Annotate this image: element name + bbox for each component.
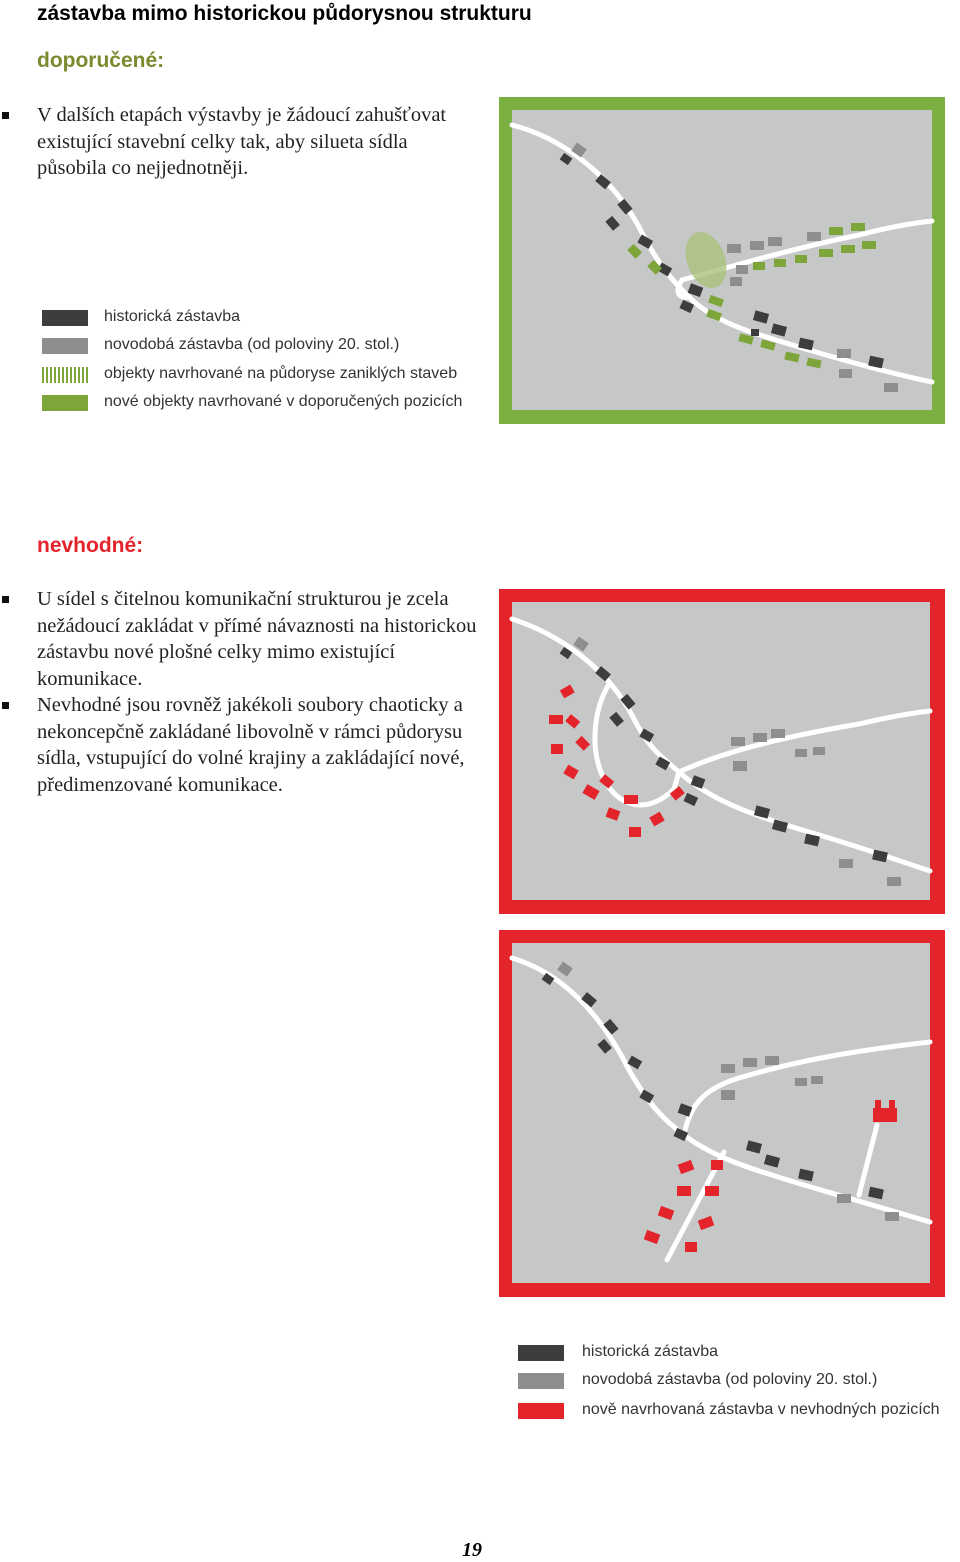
bullet-icon bbox=[2, 596, 9, 603]
legend-swatch bbox=[42, 338, 88, 354]
page-title: zástavba mimo historickou půdorysnou strukturu bbox=[37, 2, 532, 25]
legend-label: novodobá zástavba (od poloviny 20. stol.) bbox=[104, 336, 400, 353]
legend-label: novodobá zástavba (od poloviny 20. stol.) bbox=[582, 1371, 878, 1388]
list-item bbox=[0, 586, 490, 692]
map-unsuitable-chaotic bbox=[499, 930, 945, 1297]
legend-label: nově navrhovaná zástavba v nevhodných pozicích bbox=[582, 1401, 940, 1418]
map-area bbox=[512, 602, 930, 900]
legend-swatch bbox=[42, 395, 88, 411]
list-item-text: U sídel s čitelnou komunikační strukturou je zcela nežádoucí zakládat v přímé návaznosti na historickou zástavbu nové plošné celky mimo existující komunikace. bbox=[37, 588, 477, 690]
list-item bbox=[0, 692, 490, 798]
bullet-icon bbox=[2, 112, 9, 119]
legend-label: objekty navrhované na půdoryse zaniklých staveb bbox=[104, 365, 458, 382]
legend-label: nové objekty navrhované v doporučených pozicích bbox=[104, 393, 463, 410]
legend-label: historická zástavba bbox=[582, 1343, 719, 1360]
map-unsuitable-area bbox=[499, 589, 945, 914]
legend-bottom bbox=[518, 1345, 960, 1425]
legend-label: historická zástavba bbox=[104, 308, 241, 325]
legend-swatch bbox=[518, 1345, 564, 1361]
legend-swatch bbox=[518, 1373, 564, 1389]
unsuitable-heading: nevhodné: bbox=[37, 534, 144, 557]
bullet-icon bbox=[2, 702, 9, 709]
legend-top bbox=[42, 310, 482, 420]
page-number: 19 bbox=[462, 1539, 482, 1561]
list-item bbox=[0, 102, 470, 182]
legend-swatch bbox=[42, 310, 88, 326]
list-item-text: V dalších etapách výstavby je žádoucí zahušťovat existující stavební celky tak, aby silueta sídla působila co nejjednotněji. bbox=[37, 104, 447, 179]
recommended-heading: doporučené: bbox=[37, 49, 165, 72]
legend-swatch bbox=[518, 1403, 564, 1419]
list-item-text: Nevhodné jsou rovněž jakékoli soubory chaoticky a nekoncepčně zakládané libovolně v rámci půdorysu sídla, vstupující do volné krajiny a zakládající nové, předimenzované komunikace. bbox=[37, 694, 465, 796]
recommended-list bbox=[0, 102, 470, 182]
legend-swatch bbox=[42, 367, 88, 383]
map-recommended bbox=[499, 97, 945, 424]
unsuitable-list bbox=[0, 586, 490, 798]
